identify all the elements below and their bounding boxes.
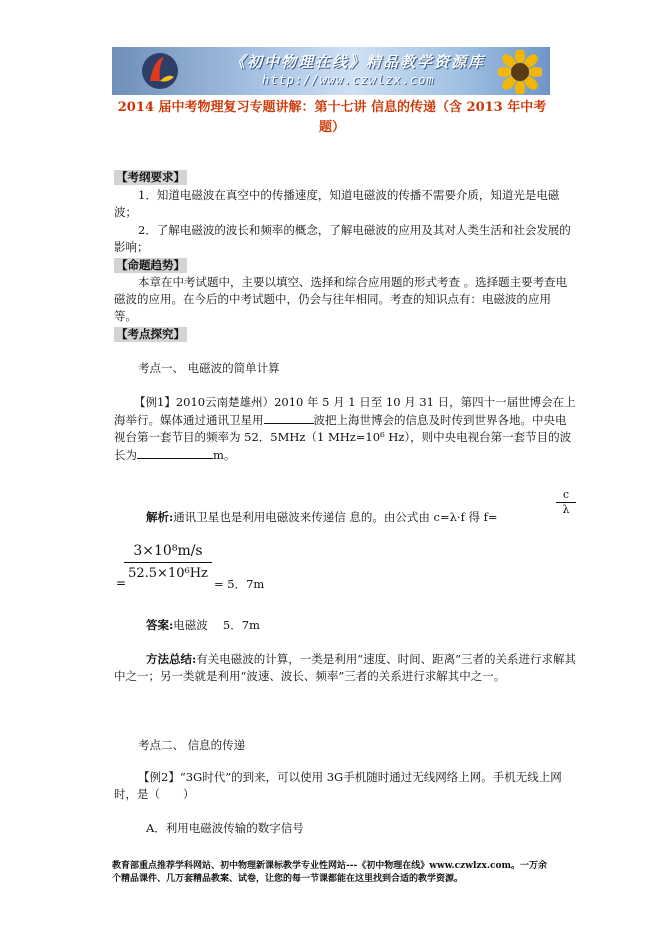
fraction-denominator-lambda: λ bbox=[556, 502, 576, 517]
example-1-part-a: 【例1】2010云南楚雄州）2010 年 5 月 1 日至 10 月 31 日，第四十一届世博会在上海举行。媒体通过通讯卫星用 bbox=[114, 395, 576, 427]
section-header-kaogang: 【考纲要求】 bbox=[116, 170, 185, 184]
answer-blank-2 bbox=[137, 446, 213, 459]
summary-label: 方法总结: bbox=[146, 652, 197, 666]
formula-fraction bbox=[124, 540, 212, 585]
answer-label: 答案: bbox=[146, 618, 174, 632]
analysis-text: 通讯卫星也是利用电磁波来传递信 息的。由公式由 c=λ·f 得 f= bbox=[173, 510, 498, 524]
formula-equals: = bbox=[116, 576, 127, 590]
banner-title: 《初中物理在线》精品教学资源库 bbox=[230, 53, 486, 71]
mingti-text: 本章在中考试题中，主要以填空、选择和综合应用题的形式考查 。选择题主要考查电磁波的应用。在今后的中考试题中，仍会与往年相同。考查的知识点有：电磁波的应用 等。 bbox=[114, 275, 568, 323]
kaodian2-heading: 考点二、 信息的传递 bbox=[138, 738, 246, 752]
banner-url[interactable]: http://www.czwlzx.com bbox=[262, 73, 435, 87]
kaogang-item-2: 2．了解电磁波的波长和频率的概念，了解电磁波的应用及其对人类生活和社会发展的影响； bbox=[114, 223, 571, 254]
example-1-part-c: m。 bbox=[213, 448, 236, 462]
method-summary bbox=[114, 651, 576, 685]
page-footer bbox=[112, 860, 582, 886]
formula-result: = 5．7m bbox=[214, 577, 265, 591]
example-1 bbox=[114, 394, 576, 464]
formula-denominator: 52.5×10⁶Hz bbox=[124, 562, 212, 585]
answer-blank-1 bbox=[264, 411, 314, 424]
fraction-numerator-c: c bbox=[562, 488, 570, 501]
sunflower-icon bbox=[498, 50, 542, 94]
example-1-part-b: 波把上海世博会的信息及时传到世界各地。中央电视台第一套节目的频率为 52．5MHz（1 MHz=10⁶ Hz），则中央电视台第一套节目的波长为 bbox=[114, 413, 572, 462]
fraction-c-over-lambda bbox=[556, 488, 576, 517]
answer-text: 电磁波 5．7m bbox=[173, 618, 260, 632]
section-header-tanjiu: 【考点探究】 bbox=[116, 327, 185, 341]
analysis-label: 解析: bbox=[146, 510, 174, 524]
document-title: 2014 届中考物理复习专题讲解：第十七讲 信息的传递（含 2013 年中考题） bbox=[117, 100, 547, 135]
formula-numerator: 3×10⁸m/s bbox=[133, 543, 203, 559]
kaodian1-heading: 考点一、 电磁波的简单计算 bbox=[138, 361, 280, 375]
kaogang-item-1: 1．知道电磁波在真空中的传播速度，知道电磁波的传播不需要介质，知道光是电磁波； bbox=[114, 188, 560, 219]
option-a: A．利用电磁波传输的数字信号 bbox=[146, 821, 304, 835]
section-header-mingti: 【命题趋势】 bbox=[116, 258, 185, 272]
answer-line bbox=[146, 617, 446, 634]
example-2: 【例2】“3G时代”的到来，可以使用 3G手机随时通过无线网络上网。手机无线上网时，是（ ） bbox=[114, 770, 562, 801]
analysis-line bbox=[146, 509, 566, 526]
site-banner bbox=[112, 47, 550, 95]
site-logo-icon bbox=[140, 51, 180, 91]
footer-line-2: 个精品课件、几万套精品教案、试卷，让您的每一节课都能在这里找到合适的教学资源。 bbox=[112, 874, 464, 884]
summary-text: 有关电磁波的计算，一类是利用“速度、时间、距离”三者的关系进行求解其中之一；另一类就是利用“波速、波长、频率”三者的关系进行求解其中之一。 bbox=[114, 652, 577, 683]
footer-line-1: 教育部重点推荐学科网站、初中物理新课标教学专业性网站---《初中物理在线》www.czwlzx.com。一万余 bbox=[112, 861, 548, 871]
